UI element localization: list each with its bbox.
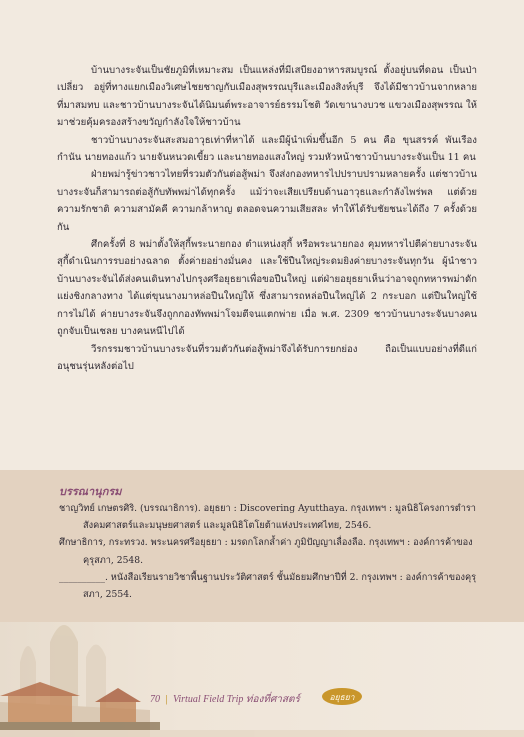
footer-caption — [150, 692, 300, 707]
paragraph: บ้านบางระจันเป็นชัยภูมิที่เหมาะสม เป็นแหล่งที่มีเสบียงอาหารสมบูรณ์ ตั้งอยู่บนที่ดอน เป็นป่าเปลี่ยว อยู่ที่ทางแยกเมืองวิเศษไชยชาญกับเมืองสุพรรณบุรีและเมืองสิงห์บุรี จึงได้มีชาวบ้านจากหลายที่มาสมทบ และชาวบ้านบางระจันได้นิมนต์พระอาจารย์ธรรมโชติ วัดเขานางบวช แขวงเมืองสุพรรณ ให้มาช่วยคุ้มครองสร้างขวัญกำลังใจให้ชาวบ้าน — [57, 65, 477, 129]
bibliography-entry: ศึกษาธิการ, กระทรวง. พระนครศรีอยุธยา : มรดกโลกล้ำค่า ภูมิปัญญาเลื่องลือ. กรุงเทพฯ : องค์การค้าของคุรุสภา, 2548. — [59, 537, 473, 566]
paragraph: ศึกครั้งที่ 8 พม่าตั้งให้สุกี้พระนายกอง ตำแหน่งสุกี้ หรือพระนายกอง คุมทหารไปตีค่ายบางระจัน สุกี้ดำเนินการรบอย่างฉลาด ตั้งค่ายอย่างมั่นคง และใช้ปืนใหญ่ระดมยิงค่ายบางระจันทุกวัน ผู้นำชาวบ้านบางระจันได้ส่งคนเดินทางไปกรุงศรีอยุธยาเพื่อขอปืนใหญ่ แต่ฝ่ายอยุธยาเห็นว่าอาจถูกทหารพม่าดักแย่งชิงกลางทาง ได้แต่ขุนนางมาหล่อปืนใหญ่ให้ ซึ่งสามารถหล่อปืนใหญ่ได้ 2 กระบอก แต่ปืนใหญ่ใช้การไม่ได้ ค่ายบางระจันจึงถูกกองทัพพม่าโจมตีจนแตกพ่าย เมื่อ พ.ศ. 2309 ชาวบ้านบางระจันบางคนถูกจับเป็นเชลย บางคนหนีไปได้ — [57, 239, 477, 338]
bibliography-entry: __________. หนังสือเรียนรายวิชาพื้นฐานประวัติศาสตร์ ชั้นมัธยมศึกษาปีที่ 2. กรุงเทพฯ : องค์การค้าของคุรุสภา, 2554. — [59, 571, 477, 601]
bibliography-list — [59, 500, 479, 603]
badge-label: อยุธยา — [329, 692, 355, 703]
series-title: Virtual Field Trip ท่องที่ศาสตร์ — [173, 694, 300, 705]
paragraph: ฝ่ายพม่ารู้ข่าวชาวไทยที่รวมตัวกันต่อสู้พม่า จึงส่งกองทหารไปปราบปรามหลายครั้ง แต่ชาวบ้านบางระจันก็สามารถต่อสู้กับทัพพม่าได้ทุกครั้ง แม้ว่าจะเสียเปรียบด้านอาวุธและกำลังไพร่พล แต่ด้วยความรักชาติ ความสามัคคี ความกล้าหาญ ตลอดจนความเสียสละ ทำให้ได้รับชัยชนะได้ถึง 7 ครั้งด้วยกัน — [57, 169, 477, 233]
page-footer — [0, 622, 524, 737]
bibliography-title: บรรณานุกรม — [59, 485, 122, 498]
bibliography-entry: ชาญวิทย์ เกษตรศิริ. (บรรณาธิการ). อยุธยา : Discovering Ayutthaya. กรุงเทพฯ : มูลนิธิโครงการตำราสังคมศาสตร์และมนุษยศาสตร์ และมูลนิธิโตโยต้าแห่งประเทศไทย, 2546. — [59, 503, 476, 532]
ayutthaya-badge — [322, 688, 362, 705]
bibliography-section — [0, 470, 524, 622]
temple-illustration — [0, 622, 524, 737]
footer-separator: | — [165, 694, 168, 705]
paragraph: ชาวบ้านบางระจันสะสมอาวุธเท่าที่หาได้ และมีผู้นำเพิ่มขึ้นอีก 5 คน คือ ขุนสรรค์ พันเรืองกำนัน นายทองแก้ว นายจันหนวดเขี้ยว และนายทองแสงใหญ่ รวมหัวหน้าชาวบ้านบางระจันเป็น 11 คน — [57, 134, 477, 164]
page-number: 70 — [150, 694, 160, 705]
main-text — [57, 62, 477, 375]
paragraph: วีรกรรมชาวบ้านบางระจันที่รวมตัวกันต่อสู้พม่าจึงได้รับการยกย่อง ถือเป็นแบบอย่างที่ดีแก่อนุชนรุ่นหลังต่อไป — [57, 343, 477, 372]
